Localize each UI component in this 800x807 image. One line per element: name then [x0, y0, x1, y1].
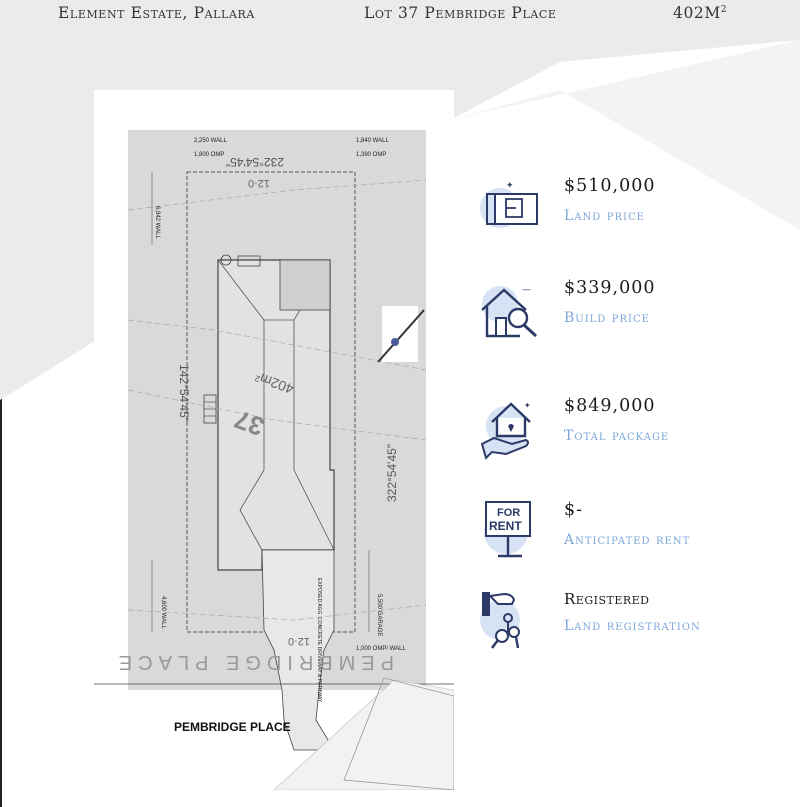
estate-name: Element Estate, Pallara — [58, 4, 255, 22]
svg-text:—: — — [522, 285, 531, 295]
build-price-label: Build price — [564, 310, 650, 326]
svg-text:✦: ✦ — [506, 181, 514, 191]
plan-note-wall-tl: 2,250 WALL — [194, 138, 227, 144]
land-price-value: $510,000 — [564, 176, 656, 196]
land-registration-label: Land registration — [564, 618, 701, 634]
stat-build-price — [478, 278, 778, 348]
build-price-value: $339,000 — [564, 278, 656, 298]
stat-land-registration — [478, 590, 778, 660]
stat-total-package — [478, 396, 778, 466]
plan-drive-note: EXPOSED AGG. CONCRETE DRIVEWAY & PATHWAY — [316, 578, 322, 703]
land-price-label: Land price — [564, 208, 645, 224]
house-search-icon — [478, 278, 544, 344]
anticipated-rent-label: Anticipated rent — [564, 532, 691, 548]
svg-text:RENT: RENT — [489, 519, 522, 533]
for-rent-sign-icon — [478, 500, 544, 566]
plan-street-mirrored: PEMBRIDGE PLACE — [112, 651, 394, 673]
north-compass-icon — [368, 302, 428, 372]
plan-area-text: 402m² — [253, 368, 296, 398]
plan-note-side-left: 6,842 WALL — [154, 206, 160, 239]
blueprint-icon — [478, 176, 544, 242]
plan-dim-bottom: 12·0 — [287, 635, 310, 647]
total-package-label: Total package — [564, 428, 670, 444]
house-in-hand-icon — [478, 396, 544, 462]
plan-note-garage: 5,500 GARAGE — [376, 594, 382, 637]
plan-bearing-right: 322°54'45" — [385, 443, 399, 502]
plan-lot-number: 37 — [230, 404, 268, 443]
total-package-value: $849,000 — [564, 396, 656, 416]
lot-area: $402M^2$ — [673, 4, 728, 22]
plan-bearing-left: 142°54'45" — [177, 364, 191, 423]
plan-note-omp-tr: 1,390 OMP — [356, 152, 387, 158]
svg-text:✦: ✦ — [524, 401, 531, 410]
stat-land-price — [478, 176, 778, 246]
hand-keys-icon — [478, 590, 544, 656]
stat-anticipated-rent — [478, 500, 778, 570]
plan-note-bottom-right: 1,000 OMP/ WALL — [356, 646, 406, 652]
anticipated-rent-value: $- — [564, 500, 584, 520]
plan-note-wall-tr: 1,840 WALL — [356, 138, 389, 144]
plan-note-bottom-left: 4,600 WALL — [160, 596, 166, 629]
site-plan — [94, 90, 454, 790]
land-registration-value: Registered — [564, 590, 650, 608]
plan-bearing-top: 232°54'45" — [225, 155, 284, 169]
plan-street-label: PEMBRIDGE PLACE — [174, 720, 291, 734]
plan-note-omp-tl: 1,800 OMP — [194, 152, 225, 158]
svg-text:FOR: FOR — [497, 507, 521, 519]
lot-title: Lot 37 Pembridge Place — [364, 4, 557, 22]
plan-dim-top: 12·0 — [247, 177, 270, 189]
